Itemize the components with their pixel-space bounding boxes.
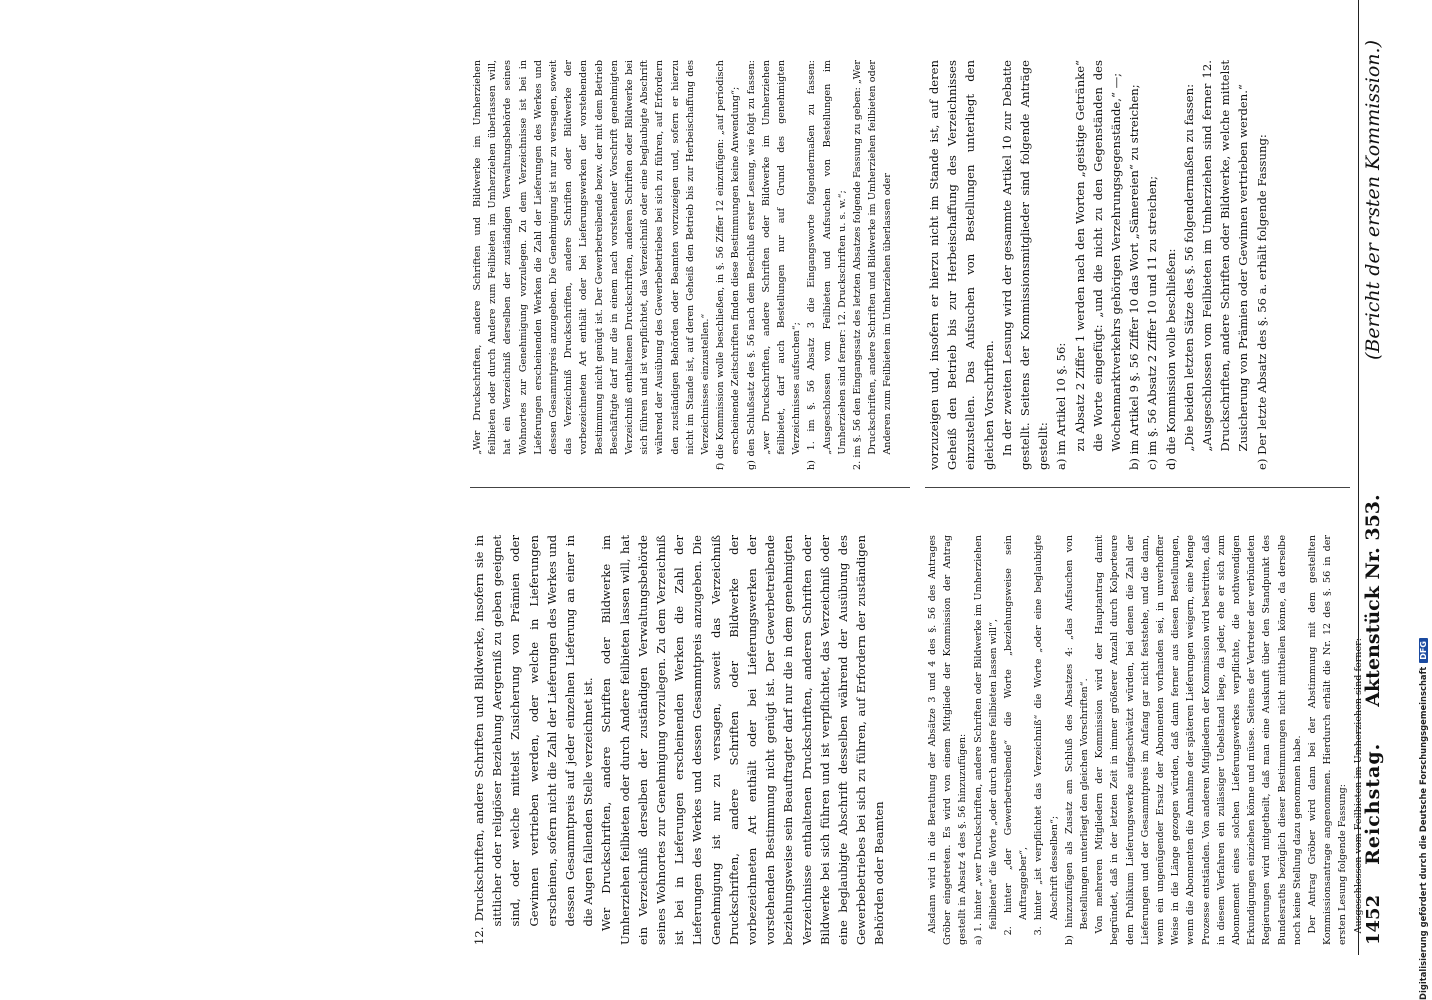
paragraph: b) im Artikel 9 §. 56 Ziffer 10 das Wort „Sämereien“ zu streichen;	[1127, 84, 1142, 470]
paragraph: Ausgeschlossen vom Feilbieten im Umherziehen sind ferner:	[1352, 638, 1364, 934]
paragraph: a) im Artikel 10 §. 56:	[1054, 342, 1069, 470]
paragraph: 3. hinter „ist verpflichtet das Verzeichniß“ die Worte „oder eine beglaubigte Abschrift desselben“;	[1033, 535, 1060, 936]
credit-text: Digitalisierung gefördert durch die Deutsche Forschungsgemeinschaft	[1418, 666, 1428, 1000]
publication-title: Reichstag.	[1362, 742, 1384, 865]
paragraph: zu Absatz 2 Ziffer 1 werden nach den Worten „geistige Getränke“ die Worte eingefügt: „und die nicht zu den Gegenständen des Wochenmarktverkehrs gehörigen Verzehrungsgegenstände,“ —;	[1072, 60, 1124, 452]
paragraph: 12. Druckschriften, andere Schriften und Bildwerke, insofern sie in sittlicher oder religiöser Beziehung Aergerniß zu geben geeignet sind, oder welche mittelst Zusicherung von Prämien oder Gewinnen vertrieben werden, oder welche in Lieferungen erscheinen, sofern nicht die Zahl der Lieferungen des Werkes und dessen Gesammtpreis auf jeder einzelnen Lieferung an einer in die Augen fallenden Stelle verzeichnet ist.	[472, 535, 596, 945]
paragraph: „Wer Druckschriften, andere Schriften und Bildwerke im Umherziehen feilbieten oder durch Andere zum Feilbieten im Umherziehen überlassen will, hat ein Verzeichniß derselben der zuständigen Verwaltungsbehörde seines Wohnortes zur Genehmigung vorzulegen. Zu dem Verzeichnisse ist bei in Lieferungen erscheinenden Werken die Zahl der Lieferungen des Werkes und dessen Gesammtpreis anzugeben. Die Genehmigung ist nur zu versagen, soweit das Verzeichniß Druckschriften, andere Schriften oder Bildwerke der vorbezeichneten Art enthält oder bei Lieferungswerken der vorstehenden Bestimmung nicht genügt ist. Der Gewerbetreibende bezw. der mit dem Betrieb Beschäftigte darf nur die in einem nach vorstehender Vorschrift genehmigten Verzeichniß enthaltenen Druckschriften, anderen Schriften oder Bildwerke bei sich führen und ist verpflichtet, das Verzeichniß oder eine beglaubigte Abschrift während der Ausübung des Gewerbebetriebes bei sich zu führen, auf Erfordern den zuständigen Behörden oder Beamten vorzuzeigen und, sofern er hierzu nicht im Stande ist, auf deren Geheiß den Betrieb bis zur Herbeischaffung des Verzeichnisses einzustellen.“	[472, 60, 712, 455]
report-title: (Bericht der ersten Kommission.)	[1362, 40, 1384, 361]
column-divider-bottom	[470, 487, 910, 488]
paragraph: Wer Druckschriften, andere Schriften oder Bildwerke im Umherziehen feilbieten oder durch Andere feilbieten lassen will, hat ein Verzeichniß derselben der zuständigen Verwaltungsbehörde seines Wohnortes zur Genehmigung vorzulegen. Zu dem Verzeichniß ist bei in Lieferungen erscheinenden Werken die Zahl der Lieferungen des Werkes und dessen Gesammtpreis anzugeben. Die Genehmigung ist nur zu versagen, soweit das Verzeichniß Druckschriften, andere Schriften oder Bildwerke der vorbezeichneten Art enthält oder bei Lieferungswerken der vorstehenden Bestimmung nicht genügt ist. Der Gewerbetreibende beziehungsweise sein Beauftragter darf nur die in dem genehmigten Verzeichnisse enthaltenen Druckschriften, anderen Schriften oder Bildwerke bei sich führen und ist verpflichtet, das Verzeichniß oder eine beglaubigte Abschrift desselben während der Ausübung des Gewerbebetriebes bei sich zu führen, auf Erfordern der zuständigen Behörden oder Beamten	[599, 535, 887, 945]
document-number: Aktenstück Nr. 353.	[1362, 494, 1384, 707]
paragraph: c) im §. 56 Absatz 2 Ziffer 10 und 11 zu streichen;	[1145, 175, 1160, 470]
text-column-1	[925, 535, 1365, 945]
paragraph: d) die Kommission wolle beschließen:	[1163, 248, 1178, 470]
paragraph: e) Der letzte Absatz des §. 56 a. erhält folgende Fassung:	[1254, 134, 1269, 470]
page-number: 1452	[1363, 894, 1384, 945]
column-divider-top	[925, 487, 1350, 488]
text-column-4	[470, 60, 910, 470]
dfg-credit	[1414, 80, 1432, 1000]
paragraph: h) 1. im §. 56 Absatz 3 die Eingangsworte folgendermaßen zu fassen: „Ausgeschlossen vom Feilbieten und Aufsuchen von Bestellungen im Umherziehen sind ferner: 12. Druckschriften u. s. w.“;	[806, 60, 848, 470]
dfg-logo: DFG	[1419, 638, 1428, 663]
paragraph: In der zweiten Lesung wird der gesammte Artikel 10 zur Debatte gestellt. Seitens der Kommissionsmitglieder sind folgende Anträge gestellt:	[999, 60, 1051, 470]
paragraph: b) hinzuzufügen als Zusatz am Schluß des Absatzes 4: „das Aufsuchen von Bestellungen unterliegt den gleichen Vorschriften“.	[1063, 535, 1091, 945]
paragraph: Alsdann wird in die Berathung der Absätze 3 und 4 des §. 56 des Antrages Gröber eingetreten. Es wird von einem Mitgliede der Kommission der Antrag gestellt in Absatz 4 des §. 56 hinzuzufügen:	[927, 535, 969, 945]
paragraph: g) den Schlußsatz des §. 56 nach dem Beschluß erster Lesung, wie folgt zu fassen: „wer Druckschriften, andere Schriften oder Bildwerke im Umherziehen feilbietet, darf auch Bestellungen nur auf Grund des genehmigten Verzeichnisses aufsuchen“;	[745, 60, 803, 470]
text-column-3	[470, 535, 910, 945]
paragraph: a) 1. hinter „wer Druckschriften, andere Schriften oder Bildwerke im Umherziehen feilbieten“ die Worte „oder durch andere feilbieten lassen will“,	[972, 535, 999, 945]
page-header	[1362, 40, 1392, 945]
paragraph: Der Antrag Gröber wird dann bei der Abstimmung mit dem gestellten Kommissionsantrage angenommen. Hierdurch erhält die Nr. 12 des §. 56 in der ersten Lesung folgende Fassung:	[1307, 535, 1349, 945]
paragraph: vorzuzeigen und, insofern er hierzu nicht im Stande ist, auf deren Geheiß den Betrieb bis zur Herbeischaffung des Verzeichnisses einzustellen. Das Aufsuchen von Bestellungen unterliegt den gleichen Vorschriften.	[927, 60, 996, 470]
paragraph: „Ausgeschlossen vom Feilbieten im Umherziehen sind ferner 12. Druckschriften, andere Schriften oder Bildwerke, welche mittelst Zusicherung von Prämien oder Gewinnen vertrieben werden.“	[1200, 60, 1251, 452]
paragraph: f) die Kommission wolle beschließen, in §. 56 Ziffer 12 einzufügen: „auf periodisch erscheinende Zeitschriften finden diese Bestimmungen keine Anwendung“;	[715, 60, 742, 470]
text-column-2	[925, 60, 1365, 470]
paragraph: Von mehreren Mitgliedern der Kommission wird der Hauptantrag damit begründet, daß in der letzten Zeit in immer größerer Anzahl durch Kolporteure dem Publikum Lieferungswerke aufgeschwätzt würden, bei denen die Zahl der Lieferungen und der Gesammtpreis im Anfang gar nicht feststehe, und die dann, wenn ein ungenügender Ersatz der Abonnenten vorhanden sei, in unverhoffter Weise in die Länge gezogen würden, daß dann ferner aus diesen Bestellungen, wenn die Abonnenten die Annahme der späteren Lieferungen weigern, eine Menge Prozesse entständen. Von anderen Mitgliedern der Kommission wird bestritten, daß in diesem Verfahren ein zulässiger Uebelstand liege, da jeder, ehe er sich zum Abonnement eines solchen Lieferungswerkes verpflichte, die nothwendigen Erkundigungen einziehen könne und müsse. Seitens der Vertreter der verbündeten Regierungen wird mitgetheilt, daß man eine Auskunft über den Standpunkt des Bundesraths bezüglich dieser Bestimmungen nicht mittheilen könne, da derselbe noch keine Stellung dazu genommen habe.	[1094, 535, 1303, 945]
paragraph: 2. hinter „der Gewerbetreibende“ die Worte „beziehungsweise sein Auftraggeber“,	[1003, 535, 1030, 936]
paragraph: „Die beiden letzten Sätze des §. 56 folgendermaßen zu fassen:	[1181, 83, 1196, 452]
paragraph: 2. im §. 56 den Eingangssatz des letzten Absatzes folgende Fassung zu geben: „Wer Druckschriften, andere Schriften und Bildwerke im Umherziehen feilbieten oder Anderen zum Feilbieten im Umherziehen überlassen oder	[852, 60, 894, 470]
